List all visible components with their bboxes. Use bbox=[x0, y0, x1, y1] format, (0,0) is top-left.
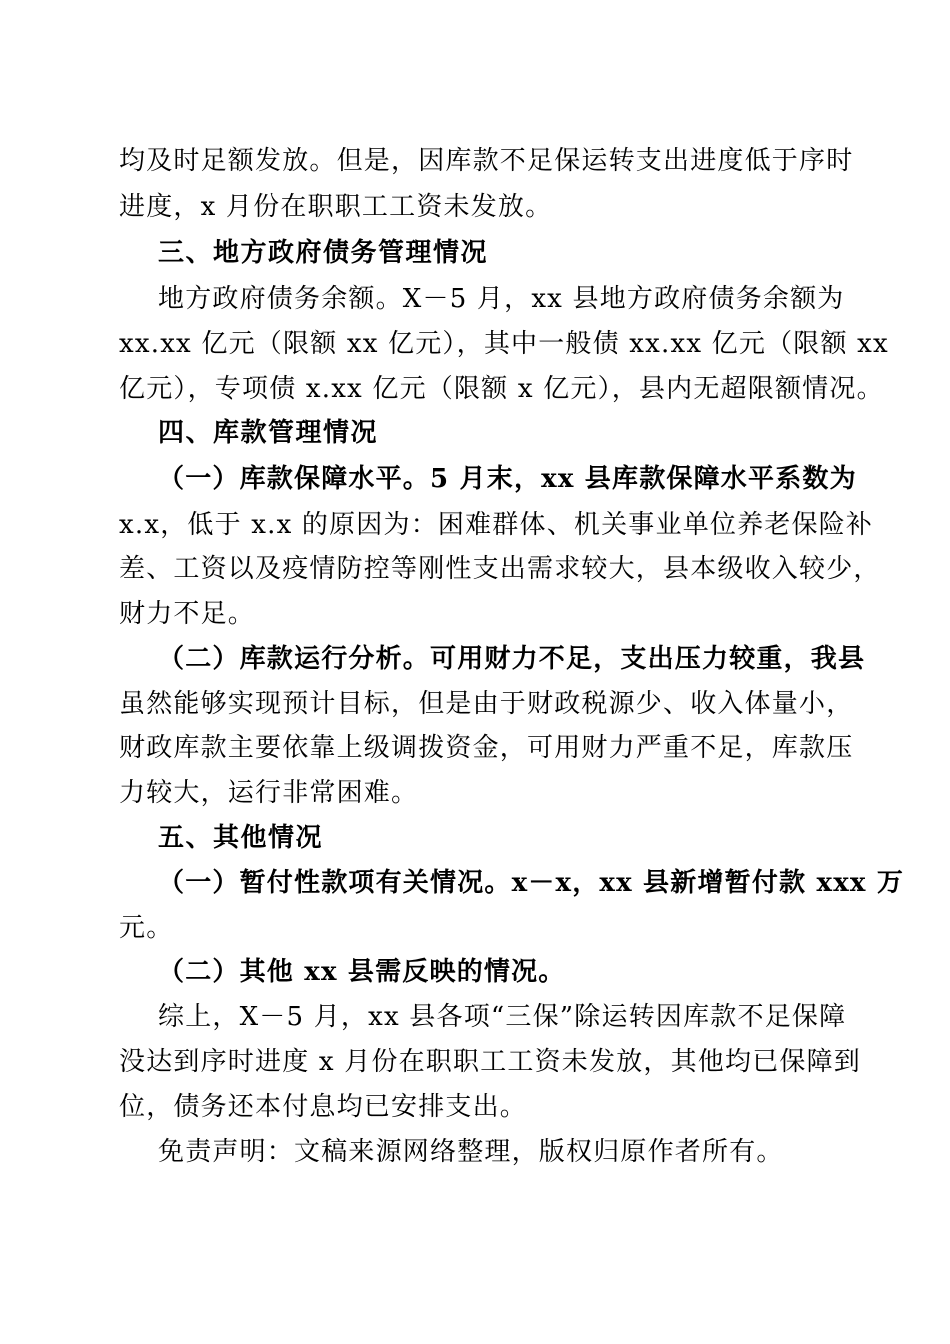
section-heading-3: 三、地方政府债务管理情况 bbox=[158, 238, 489, 268]
paragraph-line: 亿元），专项债 x.xx 亿元（限额 x 亿元），县内无超限额情况。 bbox=[119, 374, 884, 404]
paragraph-line: 进度，x 月份在职职工工资未发放。 bbox=[119, 192, 553, 222]
paragraph-line: 力较大，运行非常困难。 bbox=[119, 778, 419, 808]
section-heading-5: 五、其他情况 bbox=[158, 823, 324, 853]
subsection-line: （一）库款保障水平。5 月末，xx 县库款保障水平系数为 bbox=[158, 464, 857, 494]
subsection-line: （二）其他 xx 县需反映的情况。 bbox=[158, 957, 566, 987]
paragraph-line: 均及时足额发放。但是，因库款不足保运转支出进度低于序时 bbox=[119, 146, 854, 176]
paragraph-line: 财政库款主要依靠上级调拨资金，可用财力严重不足，库款压 bbox=[119, 733, 854, 763]
paragraph-line: 虽然能够实现预计目标，但是由于财政税源少、收入体量小， bbox=[119, 689, 854, 719]
subsection-line: （一）暂付性款项有关情况。x－x，xx 县新增暂付款 xxx 万 bbox=[158, 868, 905, 898]
paragraph-line: 财力不足。 bbox=[119, 599, 256, 629]
paragraph-line: 地方政府债务余额。X－5 月，xx 县地方政府债务余额为 bbox=[158, 284, 845, 314]
section-heading-4: 四、库款管理情况 bbox=[158, 418, 379, 448]
subsection-line: （二）库款运行分析。可用财力不足，支出压力较重，我县 bbox=[158, 644, 866, 674]
paragraph-line: 差、工资以及疫情防控等刚性支出需求较大，县本级收入较少， bbox=[119, 554, 881, 584]
paragraph-line: x.x，低于 x.x 的原因为：困难群体、机关事业单位养老保险补 bbox=[119, 510, 874, 540]
paragraph-line: 没达到序时进度 x 月份在职职工工资未发放，其他均已保障到 bbox=[119, 1047, 861, 1077]
paragraph-line: 位，债务还本付息均已安排支出。 bbox=[119, 1092, 528, 1122]
paragraph-line: xx.xx 亿元（限额 xx 亿元），其中一般债 xx.xx 亿元（限额 xx bbox=[119, 329, 889, 359]
paragraph-line: 综上，X－5 月，xx 县各项“三保”除运转因库款不足保障 bbox=[158, 1002, 847, 1032]
disclaimer-line: 免责声明：文稿来源网络整理，版权归原作者所有。 bbox=[158, 1137, 784, 1167]
paragraph-line: 元。 bbox=[119, 913, 174, 943]
